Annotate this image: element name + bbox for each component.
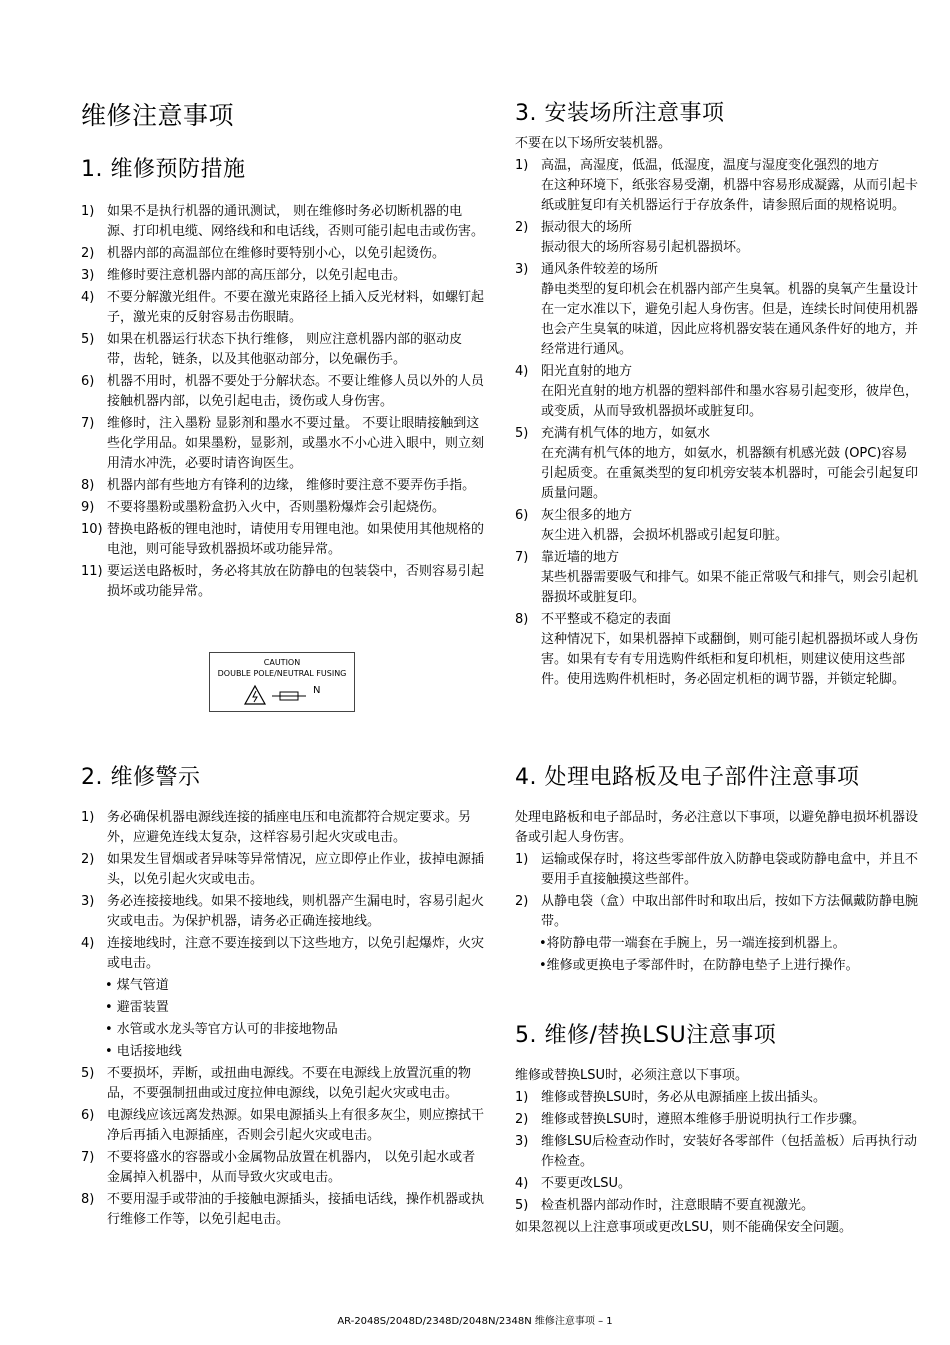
section-5-title: 5. 维修/替换LSU注意事项 xyxy=(515,1023,777,1048)
list-item: 1) 务必确保机器电源线连接的插座电压和电流都符合规定要求。另外，应避免连线太复杂，这样容易引起火灾或电击。 xyxy=(81,810,472,845)
section-4-intro: 处理电路板和电子部品时，务必注意以下事项，以避免静电损坏机器设备或引起人身伤害。 xyxy=(515,810,919,845)
caution-label xyxy=(209,652,355,712)
bullet-item: • 水管或水龙头等官方认可的非接地物品 xyxy=(105,1022,338,1037)
bullet-item: •维修或更换电子零部件时，在防静电垫子上进行操作。 xyxy=(539,958,859,973)
page-footer: AR-2048S/2048D/2348D/2048N/2348N 维修注意事项 – 1 xyxy=(337,1316,613,1327)
list-item: 5) 检查机器内部动作时，注意眼睛不要直视激光。 xyxy=(515,1198,815,1213)
bullet-item: • 避雷装置 xyxy=(105,1000,169,1015)
list-item: 2) 如果发生冒烟或者异味等异常情况，应立即停止作业，拔掉电源插头，以免引起火灾或电击。 xyxy=(81,852,485,887)
list-item: 7) 靠近墙的地方 某些机器需要吸气和排气。如果不能正常吸气和排气，则会引起机器损坏或脏复印。 xyxy=(515,550,919,605)
list-item: 5) 如果在机器运行状态下执行维修， 则应注意机器内部的驱动皮带，齿轮，链条，以及其他驱动部分，以免碾伤手。 xyxy=(81,332,463,367)
caution-subtitle: DOUBLE POLE/NEUTRAL FUSING xyxy=(217,669,347,678)
section-3-list xyxy=(515,156,919,690)
list-item: 1) 运输或保存时，将这些零部件放入防静电袋或防静电盒中，并且不要用手直接触摸这些部件。 xyxy=(515,852,919,887)
section-4-list xyxy=(515,850,919,932)
section-5-intro: 维修或替换LSU时，必须注意以下事项。 xyxy=(515,1068,749,1083)
section-4-bullets xyxy=(515,934,919,976)
section-2-title: 2. 维修警示 xyxy=(81,765,201,790)
section-2-bullets xyxy=(81,976,485,1062)
section-3-intro: 不要在以下场所安装机器。 xyxy=(515,136,672,151)
list-item: 6) 灰尘很多的地方 灰尘进入机器，会损坏机器或引起复印脏。 xyxy=(515,508,789,543)
list-item: 4) 连接地线时，注意不要连接到以下这些地方，以免引起爆炸，火灾或电击。 xyxy=(81,936,485,971)
list-item: 1) 维修或替换LSU时，务必从电源插座上拔出插头。 xyxy=(515,1090,827,1105)
list-item: 1) 如果不是执行机器的通讯测试， 则在维修时务必切断机器的电源、打印机电缆、网络线和和电话线，否则可能引起电击或伤害。 xyxy=(81,204,485,239)
list-item: 3) 通风条件较差的场所 静电类型的复印机会在机器内部产生臭氧。机器的臭氧产生量设计在一定水准以下，避免引起人身伤害。但是，连续长时间使用机器也会产生臭氧的味道，因此应将机器安装在通风条件好的地方，并经常进行通风。 xyxy=(515,262,919,357)
list-item: 4) 不要更改LSU。 xyxy=(515,1176,632,1191)
list-item: 6) 机器不用时，机器不要处于分解状态。不要让维修人员以外的人员接触机器内部，以免引起电击，烫伤或人身伤害。 xyxy=(81,374,485,409)
list-item: 5) 充满有机气体的地方，如氨水 在充满有机气体的地方，如氨水，机器额有机感光鼓 (OPC)容易引起质变。在重氮类型的复印机旁安装本机器时，可能会引起复印质量问题。 xyxy=(515,426,919,501)
section-2-body xyxy=(81,808,485,1232)
section-4-body xyxy=(515,808,919,978)
list-item: 11) 要运送电路板时，务必将其放在防静电的包装袋中，否则容易引起损坏或功能异常。 xyxy=(81,564,485,599)
caution-title: CAUTION xyxy=(263,658,301,667)
list-item: 2) 维修或替换LSU时，遵照本维修手册说明执行工作步骤。 xyxy=(515,1112,866,1127)
section-5-outro: 如果忽视以上注意事项或更改LSU，则不能确保安全问题。 xyxy=(515,1220,853,1235)
list-item: 2) 机器内部的高温部位在维修时要特别小心，以免引起烫伤。 xyxy=(81,246,446,261)
list-item: 3) 维修时要注意机器内部的高压部分，以免引起电击。 xyxy=(81,268,407,283)
list-item: 8) 不要用湿手或带油的手接触电源插头，接插电话线，操作机器或执行维修工作等，以免引起电击。 xyxy=(81,1192,485,1227)
list-item: 7) 维修时，注入墨粉 显影剂和墨水不要过量。 不要让眼睛接触到这些化学用品。如果墨粉，显影剂，或墨水不小心进入眼中，则立刻用清水冲洗，必要时请咨询医生。 xyxy=(81,416,485,471)
list-item: 4) 阳光直射的地方 在阳光直射的地方机器的塑料部件和墨水容易引起变形，彼岸色，或变质，从而导致机器损坏或脏复印。 xyxy=(515,364,919,419)
list-item: 3) 务必连接接地线。如果不接地线，则机器产生漏电时，容易引起火灾或电击。为保护机器，请务必正确连接地线。 xyxy=(81,894,485,929)
section-2-list-continued xyxy=(81,1064,485,1230)
list-item: 6) 电源线应该远离发热源。如果电源插头上有很多灰尘，则应擦拭干净后再插入电源插座，否则会引起火灾或电击。 xyxy=(81,1108,485,1143)
page-title: 维修注意事项 xyxy=(81,101,235,130)
section-1-list xyxy=(81,202,485,602)
list-item: 3) 维修LSU后检查动作时，安装好各零部件（包括盖板）后再执行动作检查。 xyxy=(515,1134,918,1169)
list-item: 8) 机器内部有些地方有锋利的边缘， 维修时要注意不要弄伤手指。 xyxy=(81,478,476,493)
list-item: 2) 振动很大的场所 振动很大的场所容易引起机器损坏。 xyxy=(515,220,750,255)
section-1-title: 1. 维修预防措施 xyxy=(81,157,246,182)
section-2-list xyxy=(81,808,485,974)
section-3-body xyxy=(515,134,919,692)
bullet-item: • 煤气管道 xyxy=(105,978,169,993)
list-item: 8) 不平整或不稳定的表面 这种情况下，如果机器掉下或翻倒，则可能引起机器损坏或人身伤害。如果有专有专用选购件纸柜和复印机柜，则建议使用这些部件。使用选购件机柜时，务必固定机柜的调节器，并锁定轮脚。 xyxy=(515,612,919,687)
list-item: 10) 替换电路板的锂电池时，请使用专用锂电池。如果使用其他规格的电池，则可能导致机器损坏或功能异常。 xyxy=(81,522,485,557)
section-5-list xyxy=(515,1088,919,1216)
list-item: 9) 不要将墨粉或墨粉盒扔入火中，否则墨粉爆炸会引起烧伤。 xyxy=(81,500,446,515)
list-item: 1) 高温，高湿度，低温，低湿度，温度与湿度变化强烈的地方 在这种环境下，纸张容易受潮，机器中容易形成凝露，从而引起卡纸或脏复印有关机器运行于存放条件，请参照后面的规格说明。 xyxy=(515,158,919,213)
list-item: 4) 不要分解激光组件。不要在激光束路径上插入反光材料，如螺钉起子，激光束的反射容易击伤眼睛。 xyxy=(81,290,485,325)
list-item: 2) 从静电袋（盒）中取出部件时和取出后，按如下方法佩戴防静电腕带。 xyxy=(515,894,919,929)
list-item: 5) 不要损坏，弄断，或扭曲电源线。不要在电源线上放置沉重的物品，不要强制扭曲或过度拉伸电源线，以免引起火灾或电击。 xyxy=(81,1066,472,1101)
list-item: 7) 不要将盛水的容器或小金属物品放置在机器内， 以免引起水或者金属掉入机器中，从而导致火灾或电击。 xyxy=(81,1150,476,1185)
section-3-title: 3. 安装场所注意事项 xyxy=(515,101,725,126)
section-4-title: 4. 处理电路板及电子部件注意事项 xyxy=(515,765,860,790)
section-1-body xyxy=(81,202,485,604)
bullet-item: • 电话接地线 xyxy=(105,1044,182,1059)
caution-n-label: N xyxy=(313,685,321,696)
bullet-item: •将防静电带一端套在手腕上，另一端连接到机器上。 xyxy=(539,936,846,951)
section-5-body xyxy=(515,1066,919,1240)
